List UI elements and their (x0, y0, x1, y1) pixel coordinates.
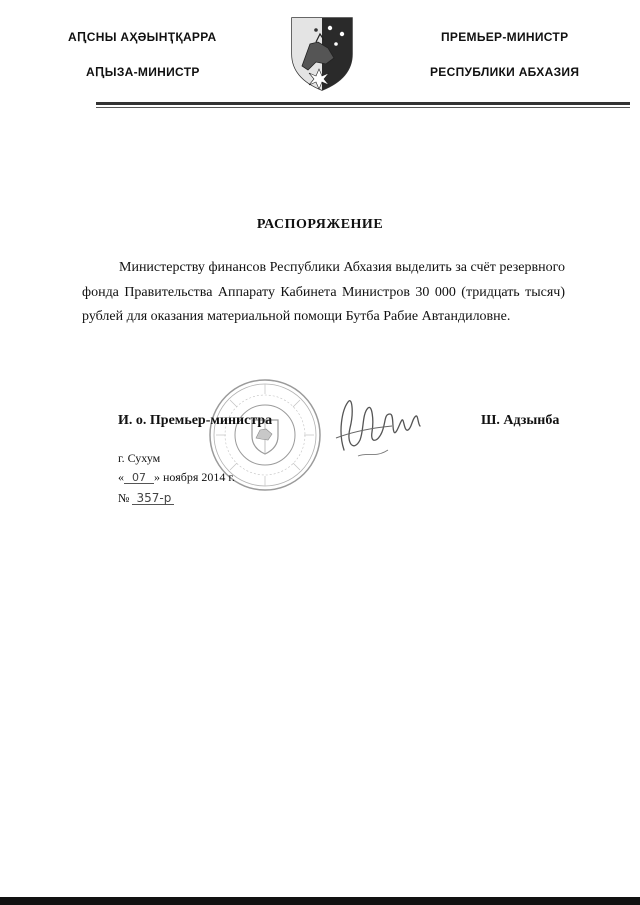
header-left-line1: АԤСНЫ АҲӘЫНҬҚАРРА (68, 30, 217, 44)
document-body-text: Министерству финансов Республики Абхазия выделить за счёт резервного фонда Правительства Аппарату Кабинета Министров 30 000 (тридцать тысяч) рублей для оказания материальной помощи Бутба Рабие Автандиловне. (82, 260, 565, 324)
signatory-name: Ш. Адзынба (481, 413, 560, 428)
number-handwritten: 357-р (132, 492, 174, 505)
date-open-quote: « (118, 470, 124, 484)
document-title: РАСПОРЯЖЕНИЕ (256, 217, 384, 232)
date-day-handwritten: 07 (124, 472, 154, 484)
document-city: г. Сухум (118, 451, 161, 465)
coat-of-arms-emblem (286, 14, 358, 92)
document-number (118, 491, 174, 506)
document-date (118, 470, 235, 485)
signatory-position: И. о. Премьер-министра (118, 413, 273, 428)
header-right-line2: РЕСПУБЛИКИ АБХАЗИЯ (430, 65, 580, 79)
scan-edge (0, 897, 640, 905)
header-left-line2: АԤЫЗА-МИНИСТР (86, 65, 200, 79)
header-right-line1: ПРЕМЬЕР-МИНИСТР (441, 30, 569, 44)
document-body (82, 256, 565, 330)
date-month-year: » ноября 2014 г. (154, 470, 235, 484)
header-rule-thin (96, 107, 630, 108)
number-label: № (118, 491, 130, 505)
handwritten-signature (332, 392, 424, 464)
header-rule-thick (96, 102, 630, 105)
